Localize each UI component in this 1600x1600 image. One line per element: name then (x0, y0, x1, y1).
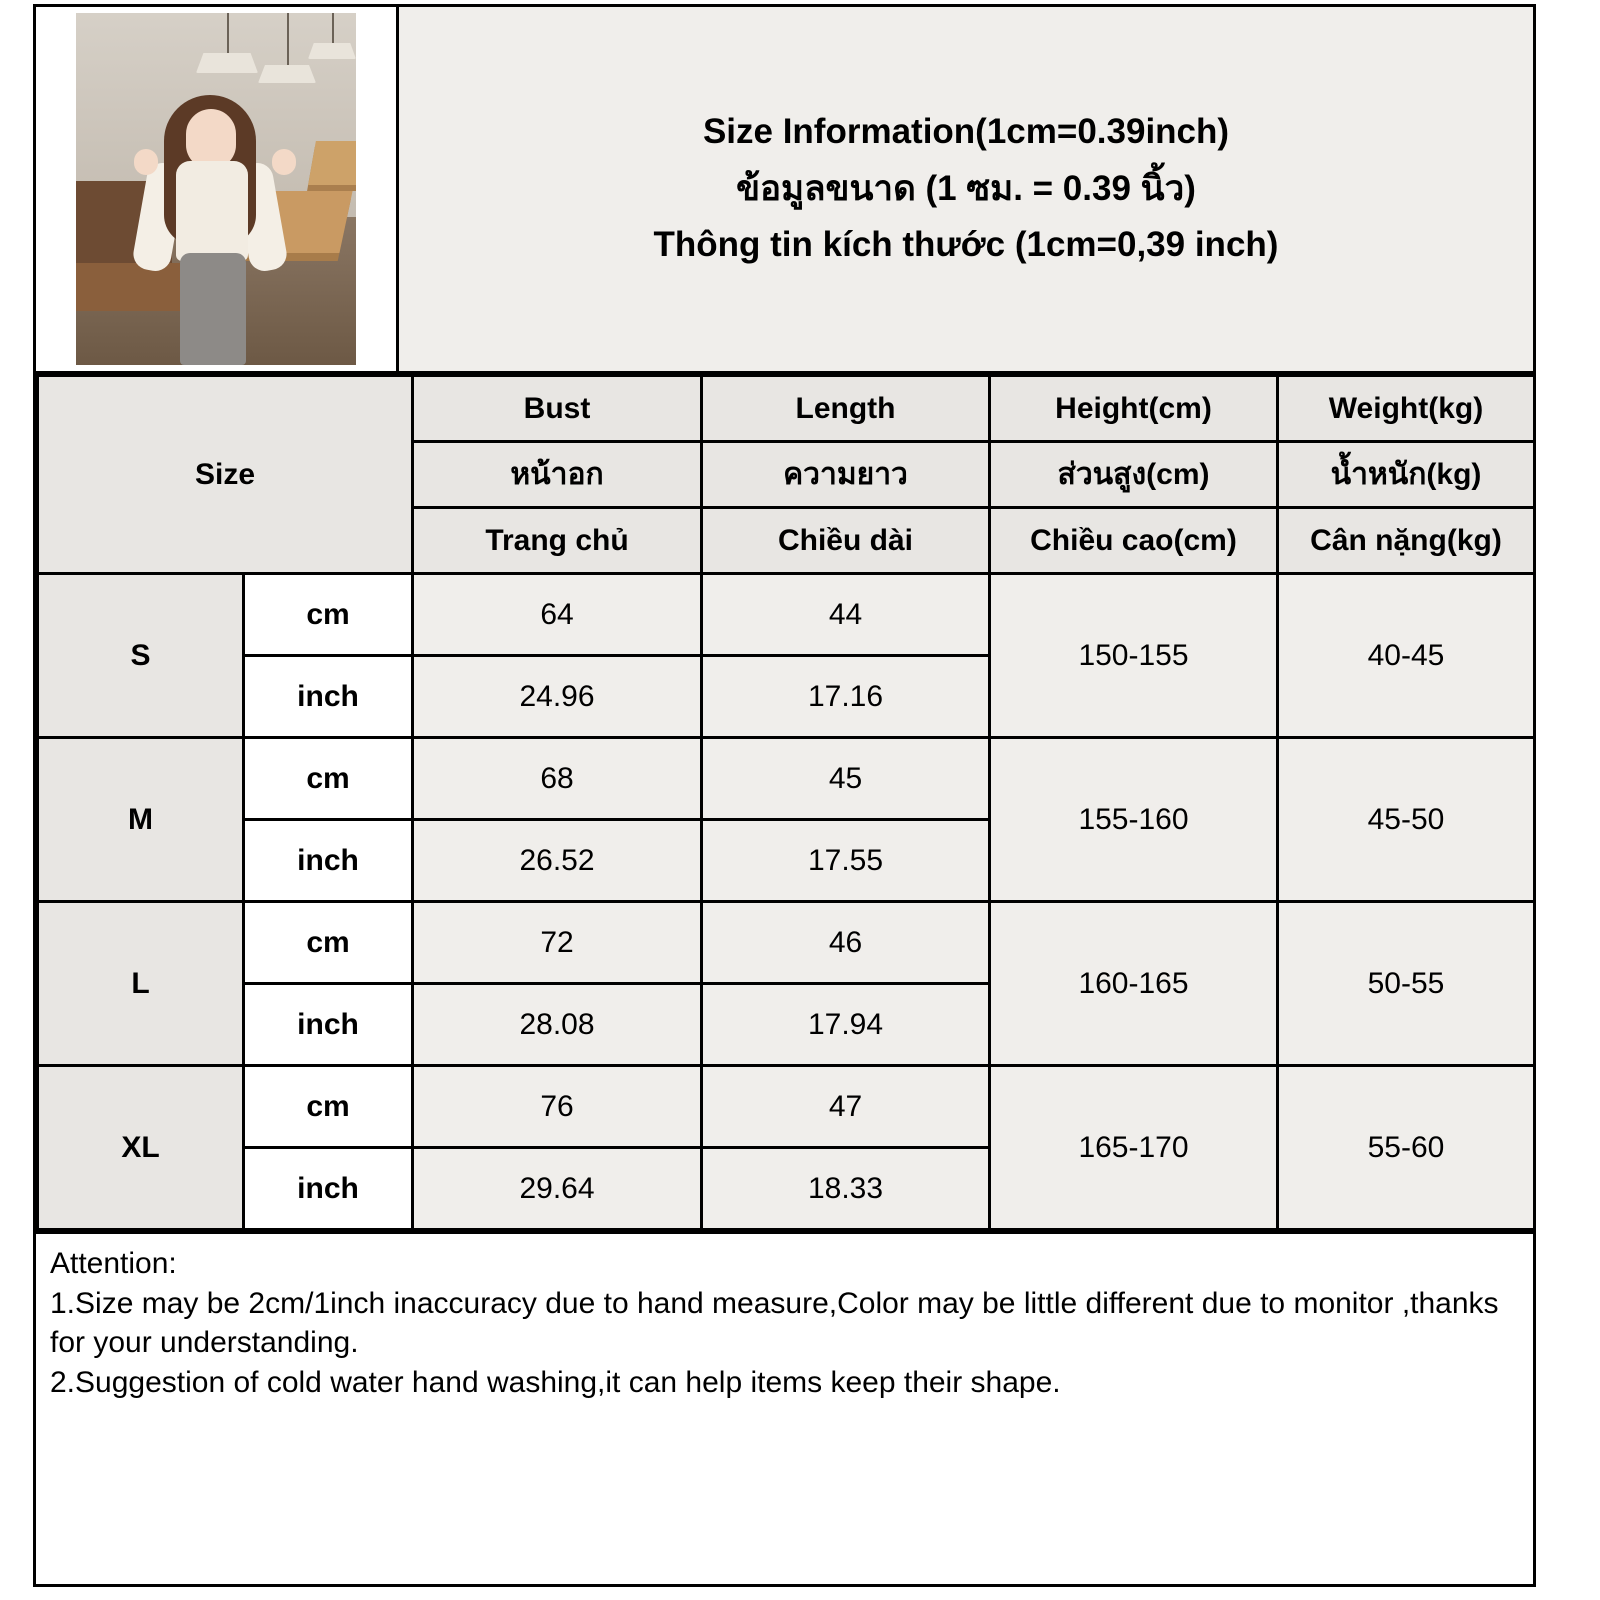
col-header-length-en: Length (702, 376, 990, 442)
unit-cm: cm (244, 1066, 413, 1148)
unit-inch: inch (244, 656, 413, 738)
size-table (36, 374, 1536, 1231)
unit-inch: inch (244, 820, 413, 902)
col-header-weight-en: Weight(kg) (1278, 376, 1535, 442)
unit-cm: cm (244, 902, 413, 984)
size-header-cell: Size (38, 376, 413, 574)
col-header-length-vi: Chiều dài (702, 508, 990, 574)
xl-weight: 55-60 (1278, 1066, 1535, 1230)
xl-bust-inch: 29.64 (413, 1148, 702, 1230)
l-bust-cm: 72 (413, 902, 702, 984)
m-bust-cm: 68 (413, 738, 702, 820)
table-row (38, 1066, 1535, 1148)
attention-line-2: 2.Suggestion of cold water hand washing,it can help items keep their shape. (50, 1365, 1061, 1399)
table-row (38, 902, 1535, 984)
col-header-bust-vi: Trang chủ (413, 508, 702, 574)
l-length-inch: 17.94 (702, 984, 990, 1066)
s-weight: 40-45 (1278, 574, 1535, 738)
xl-bust-cm: 76 (413, 1066, 702, 1148)
xl-length-inch: 18.33 (702, 1148, 990, 1230)
col-header-height-vi: Chiều cao(cm) (990, 508, 1278, 574)
m-height: 155-160 (990, 738, 1278, 902)
unit-inch: inch (244, 984, 413, 1066)
l-length-cm: 46 (702, 902, 990, 984)
model-photo (76, 13, 356, 365)
unit-cm: cm (244, 574, 413, 656)
table-row (38, 574, 1535, 656)
col-header-weight-vi: Cân nặng(kg) (1278, 508, 1535, 574)
size-chart-frame (33, 4, 1536, 1587)
l-height: 160-165 (990, 902, 1278, 1066)
l-bust-inch: 28.08 (413, 984, 702, 1066)
s-length-inch: 17.16 (702, 656, 990, 738)
m-bust-inch: 26.52 (413, 820, 702, 902)
title-line-en: Size Information(1cm=0.39inch) (702, 111, 1230, 151)
table-header-row-en (38, 376, 1535, 442)
row-size-l: L (38, 902, 244, 1066)
col-header-bust-en: Bust (413, 376, 702, 442)
row-size-xl: XL (38, 1066, 244, 1230)
s-bust-cm: 64 (413, 574, 702, 656)
attention-section (36, 1231, 1533, 1402)
l-weight: 50-55 (1278, 902, 1535, 1066)
s-bust-inch: 24.96 (413, 656, 702, 738)
unit-cm: cm (244, 738, 413, 820)
s-length-cm: 44 (702, 574, 990, 656)
unit-inch: inch (244, 1148, 413, 1230)
title-line-th: ข้อมูลขนาด (1 ซม. = 0.39 นิ้ว) (736, 168, 1196, 208)
title-line-vi: Thông tin kích thước (1cm=0,39 inch) (653, 225, 1279, 265)
col-header-weight-th: น้ำหนัก(kg) (1278, 442, 1535, 508)
table-row (38, 738, 1535, 820)
row-size-s: S (38, 574, 244, 738)
row-size-m: M (38, 738, 244, 902)
xl-height: 165-170 (990, 1066, 1278, 1230)
s-height: 150-155 (990, 574, 1278, 738)
m-length-cm: 45 (702, 738, 990, 820)
product-photo-cell (36, 7, 399, 371)
m-length-inch: 17.55 (702, 820, 990, 902)
attention-heading: Attention: (50, 1247, 177, 1280)
col-header-length-th: ความยาว (702, 442, 990, 508)
xl-length-cm: 47 (702, 1066, 990, 1148)
col-header-height-th: ส่วนสูง(cm) (990, 442, 1278, 508)
m-weight: 45-50 (1278, 738, 1535, 902)
col-header-bust-th: หน้าอก (413, 442, 702, 508)
col-header-height-en: Height(cm) (990, 376, 1278, 442)
attention-line-1: 1.Size may be 2cm/1inch inaccuracy due to hand measure,Color may be little different due to monitor ,thanks for your understanding. (50, 1286, 1499, 1360)
title-cell (399, 7, 1533, 371)
header-row (36, 7, 1533, 374)
